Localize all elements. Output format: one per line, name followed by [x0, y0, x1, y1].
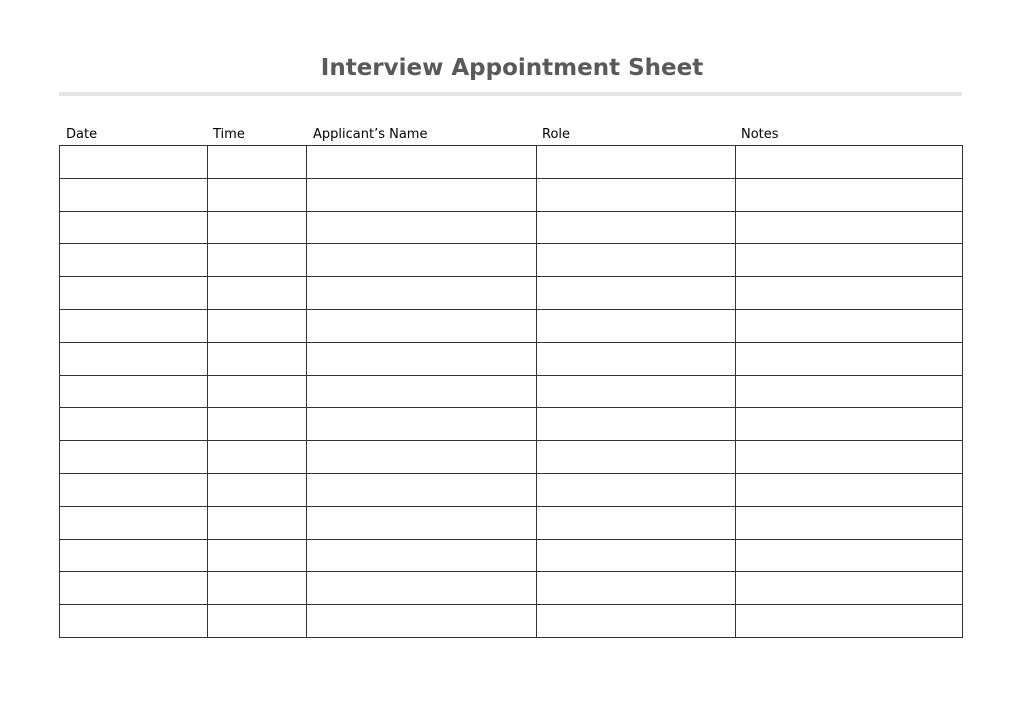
cell-role[interactable] — [537, 408, 736, 441]
cell-time[interactable] — [208, 309, 307, 342]
cell-notes[interactable] — [736, 572, 963, 605]
cell-time[interactable] — [208, 539, 307, 572]
cell-date[interactable] — [60, 605, 208, 638]
cell-time[interactable] — [208, 146, 307, 179]
cell-applicant-name[interactable] — [307, 342, 537, 375]
cell-notes[interactable] — [736, 277, 963, 310]
cell-date[interactable] — [60, 244, 208, 277]
cell-time[interactable] — [208, 375, 307, 408]
cell-time[interactable] — [208, 342, 307, 375]
cell-time[interactable] — [208, 244, 307, 277]
table-row — [60, 244, 963, 277]
cell-role[interactable] — [537, 309, 736, 342]
cell-date[interactable] — [60, 342, 208, 375]
cell-time[interactable] — [208, 506, 307, 539]
table-row — [60, 605, 963, 638]
cell-time[interactable] — [208, 178, 307, 211]
cell-time[interactable] — [208, 605, 307, 638]
table-row — [60, 342, 963, 375]
cell-notes[interactable] — [736, 539, 963, 572]
cell-date[interactable] — [60, 506, 208, 539]
cell-role[interactable] — [537, 473, 736, 506]
cell-notes[interactable] — [736, 244, 963, 277]
cell-notes[interactable] — [736, 441, 963, 474]
column-header-time: Time — [213, 127, 245, 142]
appointment-table — [59, 145, 963, 638]
cell-notes[interactable] — [736, 473, 963, 506]
cell-date[interactable] — [60, 309, 208, 342]
column-header-applicant-name: Applicant’s Name — [313, 127, 428, 142]
cell-applicant-name[interactable] — [307, 572, 537, 605]
page-title: Interview Appointment Sheet — [320, 55, 704, 81]
cell-role[interactable] — [537, 572, 736, 605]
cell-applicant-name[interactable] — [307, 178, 537, 211]
title-divider — [59, 92, 962, 96]
cell-time[interactable] — [208, 211, 307, 244]
table-row — [60, 309, 963, 342]
cell-notes[interactable] — [736, 605, 963, 638]
cell-role[interactable] — [537, 211, 736, 244]
cell-date[interactable] — [60, 539, 208, 572]
table-row — [60, 375, 963, 408]
cell-applicant-name[interactable] — [307, 506, 537, 539]
cell-date[interactable] — [60, 441, 208, 474]
cell-time[interactable] — [208, 277, 307, 310]
cell-date[interactable] — [60, 408, 208, 441]
column-header-date: Date — [66, 127, 98, 142]
cell-notes[interactable] — [736, 178, 963, 211]
column-header-notes: Notes — [741, 127, 779, 142]
column-headers — [0, 127, 1024, 145]
cell-applicant-name[interactable] — [307, 605, 537, 638]
table-row — [60, 506, 963, 539]
cell-notes[interactable] — [736, 146, 963, 179]
cell-role[interactable] — [537, 506, 736, 539]
cell-role[interactable] — [537, 244, 736, 277]
cell-notes[interactable] — [736, 375, 963, 408]
cell-applicant-name[interactable] — [307, 473, 537, 506]
cell-role[interactable] — [537, 277, 736, 310]
cell-time[interactable] — [208, 473, 307, 506]
table-row — [60, 408, 963, 441]
cell-time[interactable] — [208, 408, 307, 441]
cell-date[interactable] — [60, 375, 208, 408]
table-row — [60, 572, 963, 605]
cell-role[interactable] — [537, 539, 736, 572]
appointment-table-body — [60, 146, 963, 638]
cell-notes[interactable] — [736, 408, 963, 441]
cell-applicant-name[interactable] — [307, 375, 537, 408]
cell-notes[interactable] — [736, 342, 963, 375]
table-row — [60, 539, 963, 572]
table-row — [60, 178, 963, 211]
cell-time[interactable] — [208, 441, 307, 474]
cell-role[interactable] — [537, 146, 736, 179]
cell-role[interactable] — [537, 375, 736, 408]
cell-applicant-name[interactable] — [307, 277, 537, 310]
cell-applicant-name[interactable] — [307, 211, 537, 244]
cell-date[interactable] — [60, 277, 208, 310]
cell-date[interactable] — [60, 211, 208, 244]
table-row — [60, 473, 963, 506]
cell-date[interactable] — [60, 473, 208, 506]
cell-applicant-name[interactable] — [307, 441, 537, 474]
table-row — [60, 441, 963, 474]
cell-applicant-name[interactable] — [307, 244, 537, 277]
column-header-role: Role — [542, 127, 571, 142]
cell-notes[interactable] — [736, 211, 963, 244]
table-row — [60, 277, 963, 310]
cell-role[interactable] — [537, 178, 736, 211]
cell-date[interactable] — [60, 572, 208, 605]
cell-role[interactable] — [537, 342, 736, 375]
cell-time[interactable] — [208, 572, 307, 605]
cell-notes[interactable] — [736, 309, 963, 342]
cell-date[interactable] — [60, 178, 208, 211]
cell-applicant-name[interactable] — [307, 146, 537, 179]
cell-role[interactable] — [537, 605, 736, 638]
cell-applicant-name[interactable] — [307, 309, 537, 342]
cell-applicant-name[interactable] — [307, 539, 537, 572]
table-row — [60, 146, 963, 179]
table-row — [60, 211, 963, 244]
cell-date[interactable] — [60, 146, 208, 179]
cell-notes[interactable] — [736, 506, 963, 539]
cell-role[interactable] — [537, 441, 736, 474]
cell-applicant-name[interactable] — [307, 408, 537, 441]
